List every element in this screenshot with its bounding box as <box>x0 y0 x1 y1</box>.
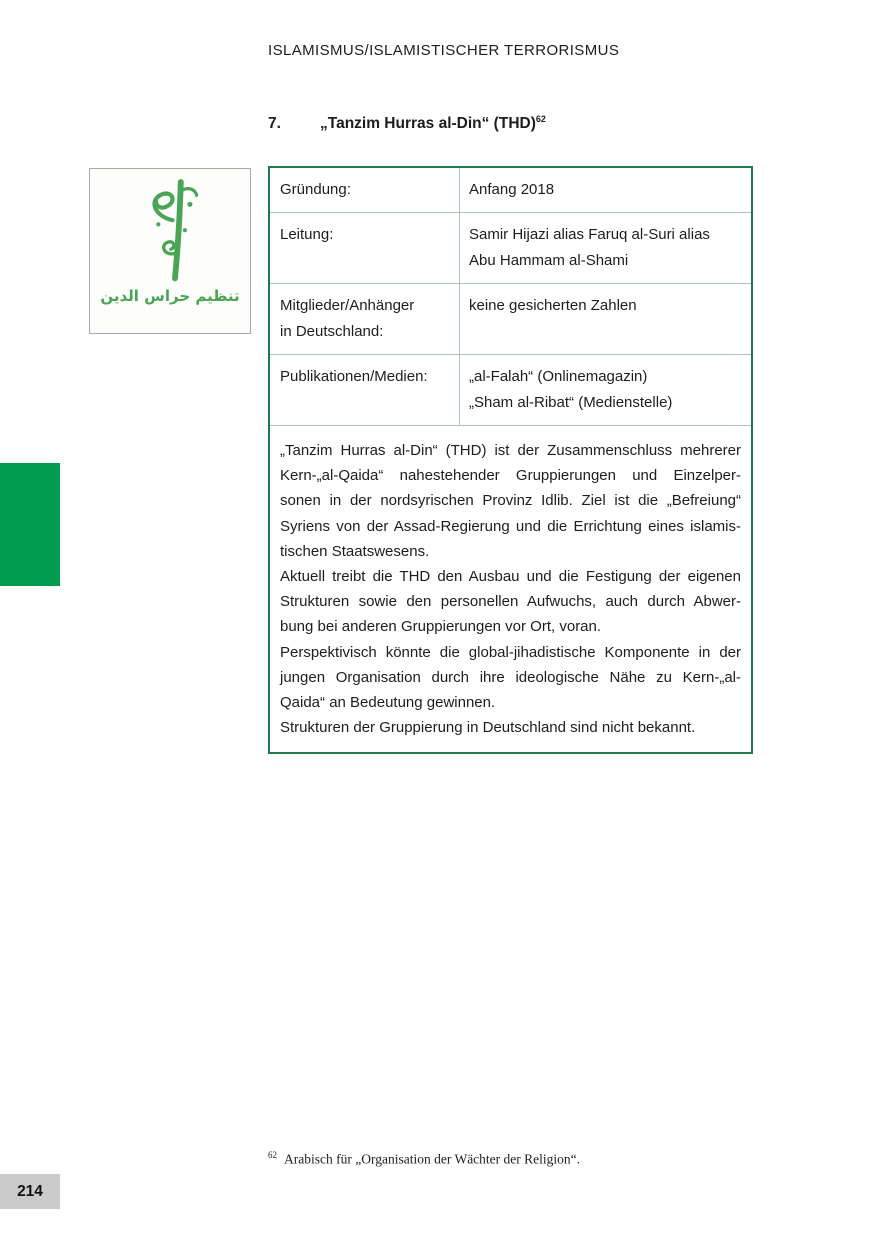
infobox-label: Mitglieder/Anhänger in Deutschland: <box>270 284 460 354</box>
infobox-value: keine gesicherten Zahlen <box>469 297 637 314</box>
profile-text-line: jungen Organisation durch ihre ideologische Nähe zu Kern-„al- <box>280 668 741 686</box>
footnote-marker: 62 <box>268 1150 277 1160</box>
infobox-row <box>270 284 751 355</box>
profile-text-line: Kern-„al-Qaida“ nahestehender Gruppierungen und Einzelper- <box>280 467 741 485</box>
profile-text-line: sonen in der nordsyrischen Provinz Idlib. Ziel ist die „Befreiung“ <box>280 492 741 510</box>
page-number: 214 <box>17 1182 43 1200</box>
infobox-row <box>270 168 751 213</box>
infobox-text <box>270 426 751 752</box>
organisation-infobox <box>268 166 753 754</box>
footnote-reference: 62 <box>535 114 546 124</box>
profile-text-line: Aktuell treibt die THD den Ausbau und die Festigung der eigenen <box>280 568 741 586</box>
chapter-accent-bar <box>0 463 60 586</box>
infobox-label: Publikationen/Medien: <box>270 355 460 425</box>
section-title: „Tanzim Hurras al-Din“ (THD) <box>320 115 536 133</box>
profile-text-line: Syriens von der Assad-Regierung und die Errichtung eines islamis- <box>280 517 741 535</box>
running-head: ISLAMISMUS/ISLAMISTISCHER TERRORISMUS <box>268 42 620 59</box>
profile-text-line: „Tanzim Hurras al-Din“ (THD) ist der Zusammenschluss mehrerer <box>280 442 741 459</box>
footnote-text: Arabisch für „Organisation der Wächter der Religion“. <box>284 1151 581 1167</box>
infobox-row <box>270 213 751 284</box>
profile-text-line: Qaida“ an Bedeutung gewinnen. <box>280 694 496 712</box>
infobox-label: Leitung: <box>270 213 460 283</box>
infobox-value: Samir Hijazi alias Faruq al-Suri alias Abu Hammam al-Shami <box>469 226 710 269</box>
profile-text-line: Strukturen sowie den personellen Aufwuchs, auch durch Abwer- <box>280 593 741 611</box>
thd-logo <box>89 168 251 334</box>
profile-text-line: Perspektivisch könnte die global-jihadistische Komponente in der <box>280 643 741 661</box>
profile-text-line: tischen Staatswesens. <box>280 542 430 560</box>
section-heading <box>268 114 546 133</box>
profile-text-line: Strukturen der Gruppierung in Deutschland sind nicht bekannt. <box>280 719 696 737</box>
section-number: 7. <box>268 115 281 133</box>
profile-text-line: bung bei anderen Gruppierungen vor Ort, voran. <box>280 618 602 636</box>
thd-logo-caption: تنظيم حراس الدين <box>100 287 240 305</box>
thd-calligraphy-emblem <box>128 177 212 285</box>
infobox-value: Anfang 2018 <box>469 181 555 198</box>
infobox-value: „al-Falah“ (Onlinemagazin) „Sham al-Ribat“ (Medienstelle) <box>469 368 673 411</box>
footnote <box>268 1150 580 1168</box>
page-number-badge <box>0 1174 60 1209</box>
infobox-row <box>270 355 751 426</box>
infobox-rows <box>270 168 751 426</box>
infobox-label: Gründung: <box>270 168 460 212</box>
